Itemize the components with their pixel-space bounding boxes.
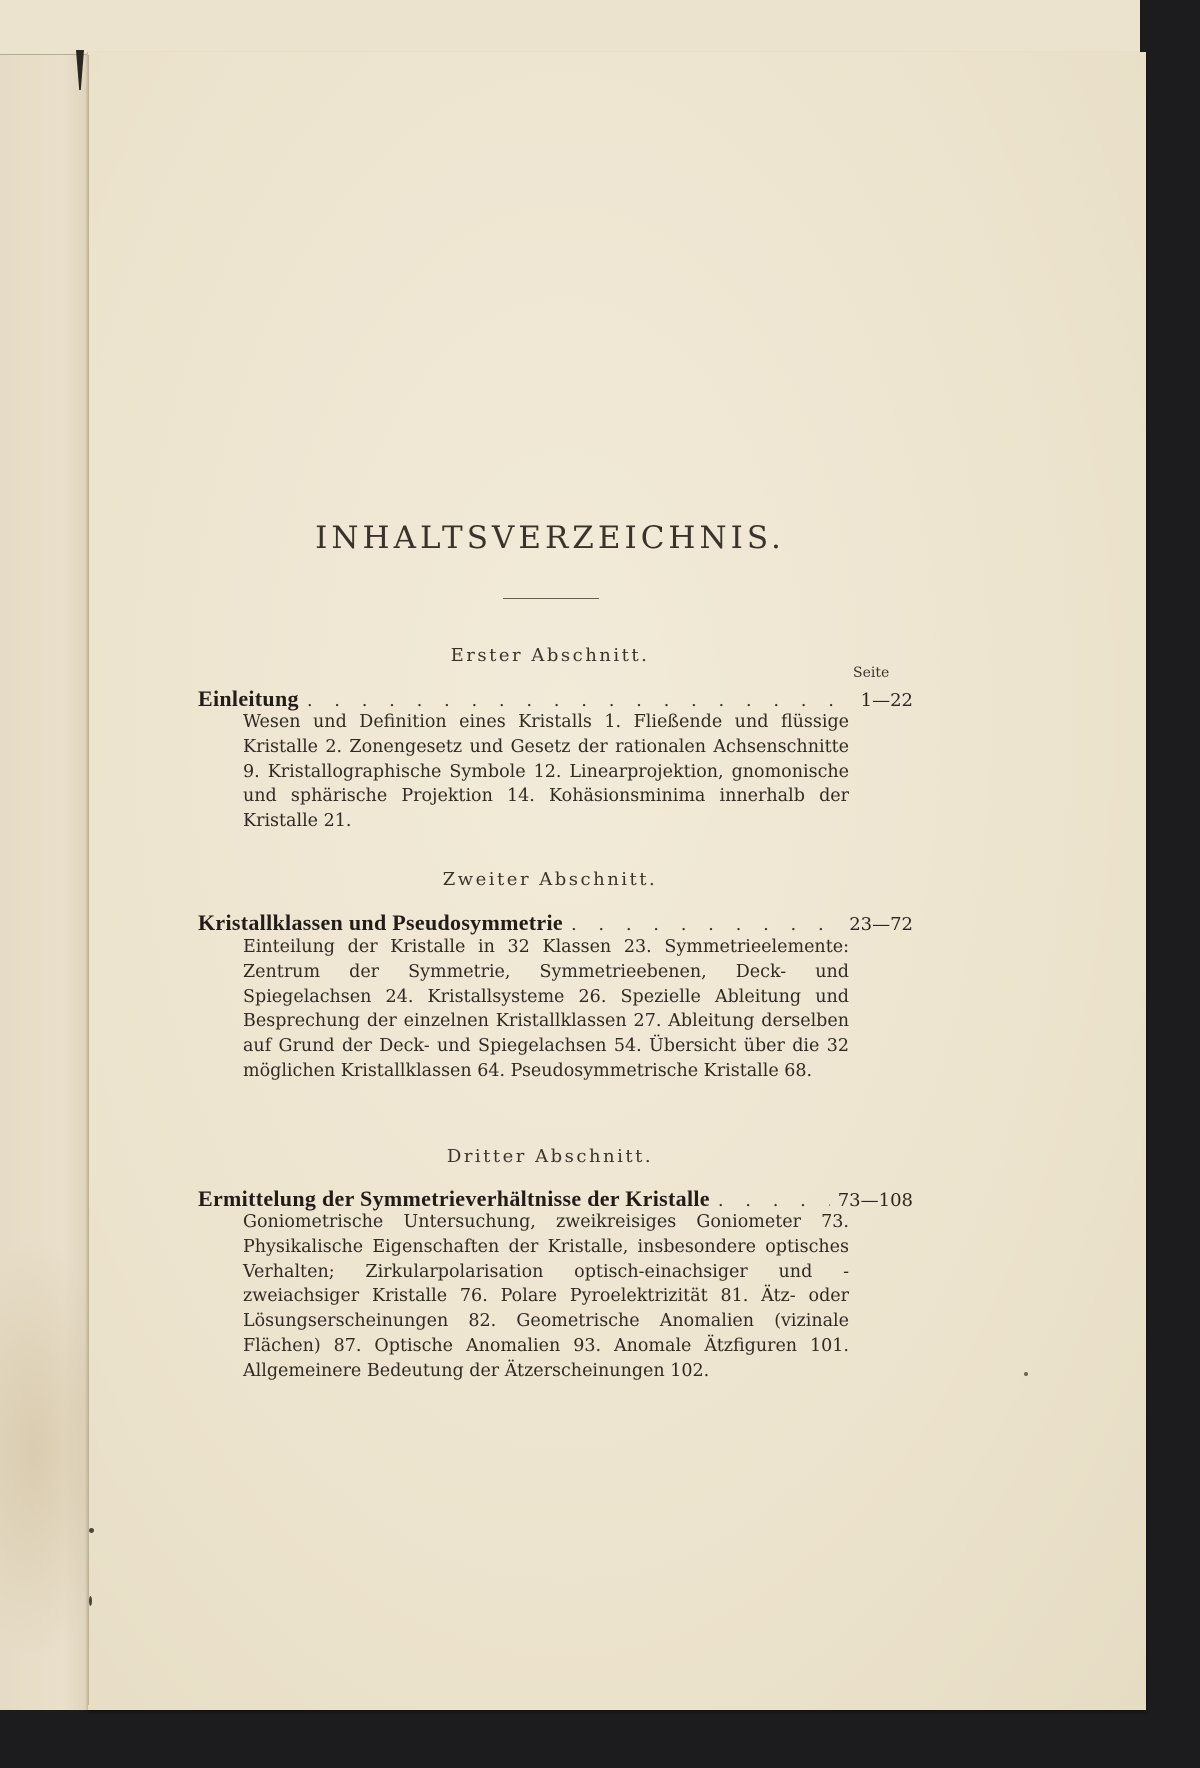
dot-leader xyxy=(571,914,841,935)
dot-leader xyxy=(307,690,853,711)
page-column-label: Seite xyxy=(853,665,890,681)
toc-entry-2 xyxy=(198,910,913,938)
entry-description: Einteilung der Kristalle in 32 Klassen 23. Symmetrieelemente: Zentrum der Symmetrie, Symmetrieebenen, Deck- und Spiegelachsen 24. Kristallsysteme 26. Spezielle Ableitung und Besprechung der einzelnen Kristallklassen 27. Ableitung derselben auf Grund der Deck- und Spiegelachsen 54. Übersicht über die 32 möglichen Kristallklassen 64. Pseudosymmetrische Kristalle 68. xyxy=(243,937,849,1081)
entry-title: Einleitung xyxy=(198,686,299,711)
page-title: INHALTSVERZEICHNIS. xyxy=(315,520,785,556)
page-range: 73—108 xyxy=(837,1190,913,1211)
dust-speck xyxy=(89,1528,94,1533)
entry-title: Kristallklassen und Pseudosymmetrie xyxy=(198,910,563,935)
title-divider xyxy=(503,598,599,599)
section-heading-3: Dritter Abschnitt. xyxy=(446,1146,654,1167)
dust-speck xyxy=(89,1596,92,1606)
page-range: 1—22 xyxy=(860,690,913,711)
page-range: 23—72 xyxy=(849,914,913,935)
top-page-edge xyxy=(0,0,1140,55)
entry-description: Wesen und Definition eines Kristalls 1. Fließende und flüssige Kristalle 2. Zonengesetz und Gesetz der rationalen Achsenschnitte 9. Kristallographische Symbole 12. Linearprojektion, gnomonische und sphärische Projektion 14. Kohäsionsminima innerhalb der Kristalle 21. xyxy=(243,712,849,832)
entry-title: Ermittelung der Symmetrieverhältnisse der Kristalle xyxy=(198,1186,710,1211)
section-heading-1: Erster Abschnitt. xyxy=(450,645,650,666)
dot-leader xyxy=(718,1190,830,1211)
page-fold-line xyxy=(88,55,89,1705)
entry-description: Goniometrische Untersuchung, zweikreisiges Goniometer 73. Physikalische Eigenschaften der Kristalle, insbesondere optisches Verhalten; Zirkularpolarisation optisch-einachsiger und -zweiachsiger Kristalle 76. Polare Pyroelektrizität 81. Ätz- oder Lösungserscheinungen 82. Geometrische Anomalien (vizinale Flächen) 87. Optische Anomalien 93. Anomale Ätzfiguren 101. Allgemeinere Bedeutung der Ätzerscheinungen 102. xyxy=(243,1212,849,1381)
section-heading-2: Zweiter Abschnitt. xyxy=(442,869,658,890)
dust-speck xyxy=(1024,1372,1028,1376)
